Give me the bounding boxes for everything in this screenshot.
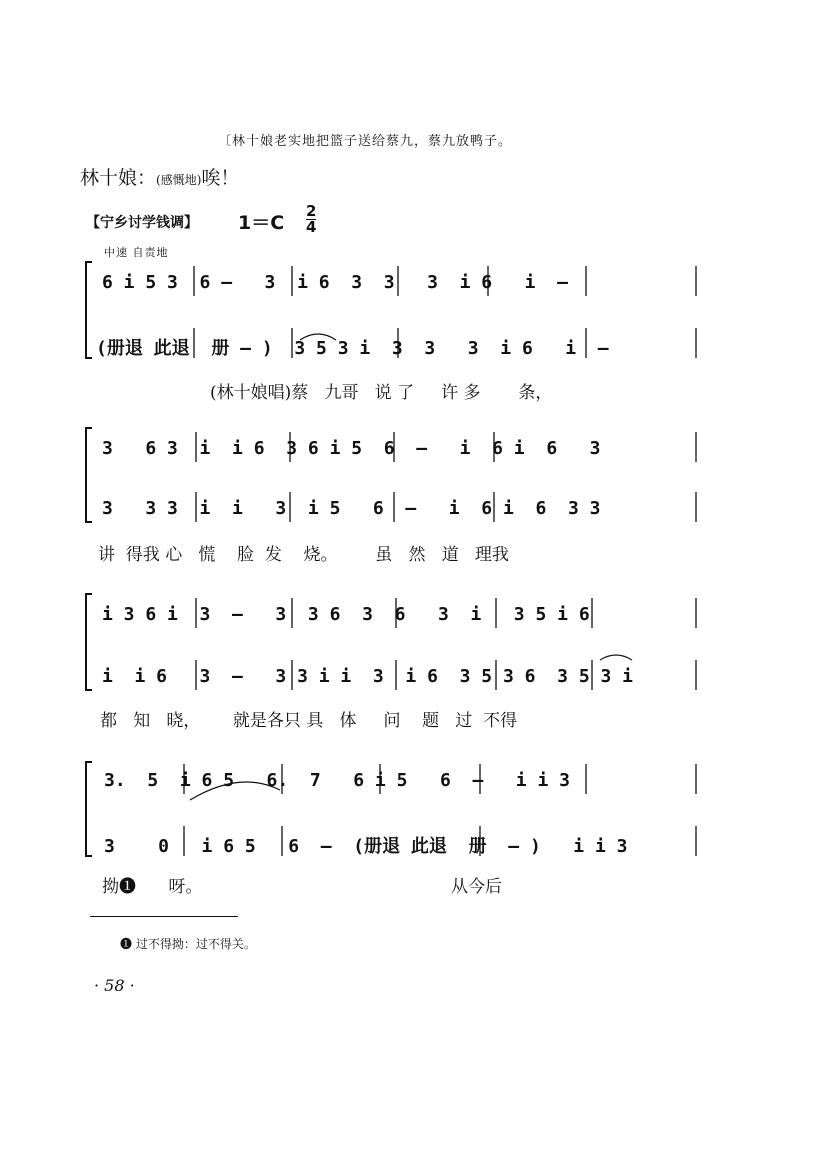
system-1-lyrics: (林十娘唱)蔡 九哥 说 了 许 多 条， — [210, 383, 553, 403]
key-signature: 1＝C — [238, 212, 285, 234]
footnote-rule — [90, 916, 238, 917]
system-1-lower: (册退 此退 册 – ) 3 5 3 i 3 3 3 i 6 i – — [96, 338, 609, 359]
tune-name: 【宁乡讨学钱调】 — [86, 215, 198, 231]
speaker-exclamation: 唉！ — [201, 167, 240, 189]
footnote: ❶ 过不得拗：过不得关。 — [120, 937, 256, 951]
speaker-name: 林十娘： — [80, 167, 157, 189]
system-2-lyrics: 讲 得我 心 慌 脸 发 烧。 虽 然 道 理我 — [98, 545, 509, 565]
system-2-upper: 3 6 3 i i 6 3 6 i 5 6 – i 6 i 6 3 — [102, 438, 601, 459]
stage-direction: 〔林十娘老实地把篮子送给蔡九，蔡九放鸭子。 — [218, 134, 513, 149]
system-1-upper: 6 i 5 3 6 – 3 i 6 3 3 3 i 6 i – — [102, 272, 568, 293]
page-number: · 58 · — [94, 976, 135, 995]
system-3-upper: i 3 6 i 3 – 3 3 6 3 6 3 i 3 5 i 6 — [102, 604, 590, 625]
system-3-lyrics: 都 知 晓， 就是各只 具 体 问 题 过 不得 — [100, 711, 518, 731]
system-4-upper: 3. 5 i 6 5 6. 7 6 i 5 6 – i i 3 — [104, 770, 570, 791]
time-signature-bottom: 4 — [306, 218, 317, 236]
system-3-lower: i i 6 3 – 3 3 i i 3 i 6 3 5 3 6 3 5 3 i — [102, 666, 634, 687]
system-4-lower: 3 0 i 6 5 6 – (册退 此退 册 – ) i i 3 — [104, 836, 628, 857]
time-signature-top: 2 — [306, 202, 317, 220]
system-2-lower: 3 3 3 i i 3 i 5 6 – i 6 i 6 3 3 — [102, 498, 601, 519]
system-brackets — [86, 262, 92, 856]
tempo-marking: 中速 自责地 — [104, 246, 169, 259]
speaker-manner: (感慨地) — [156, 173, 202, 187]
system-4-lyrics: 拗❶ 呀。 从今后 — [102, 877, 502, 897]
